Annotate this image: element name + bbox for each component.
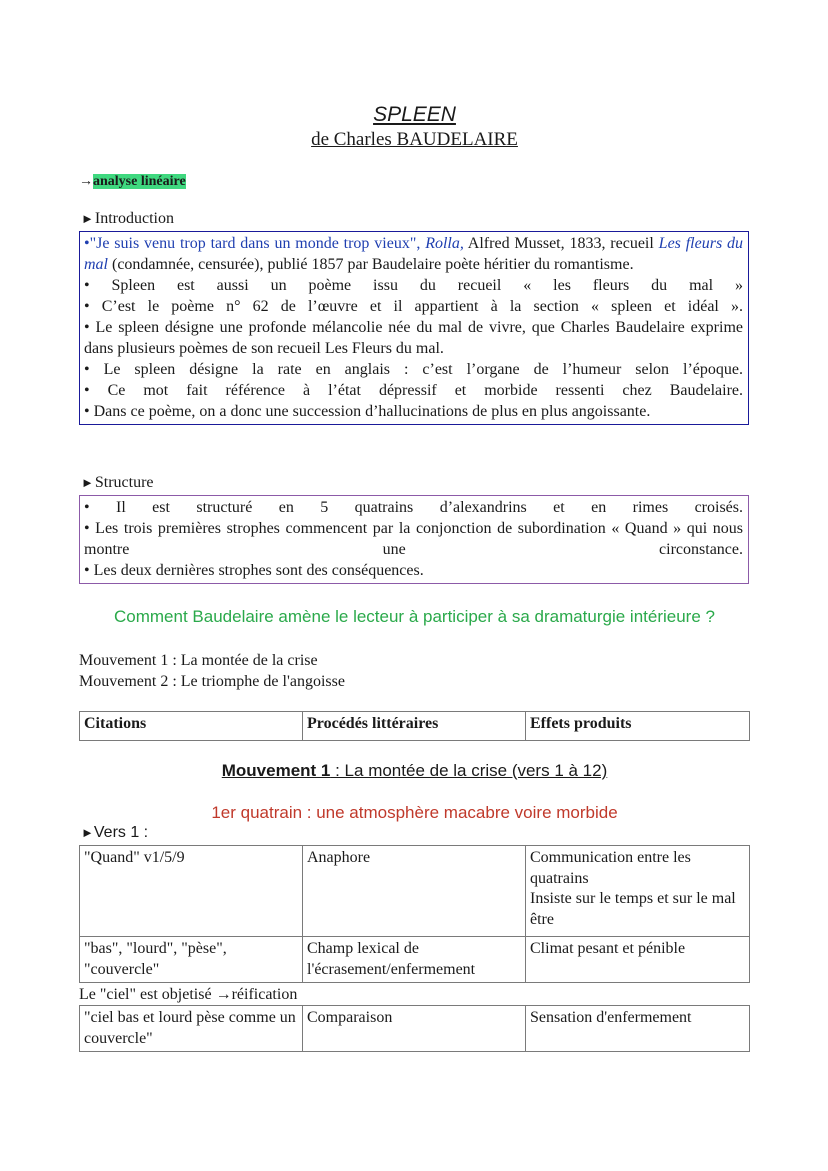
table-cell: Communication entre les quatrains Insiste sur le temps et sur le mal être [526, 846, 750, 937]
intro-line: • Dans ce poème, on a donc une succession d’hallucinations de plus en plus angoissante. [84, 403, 651, 420]
mouvement-item: Mouvement 2 : Le triomphe de l'angoisse [79, 673, 345, 690]
analysis-table-2 [79, 1005, 750, 1052]
header-effets: Effets produits [526, 712, 750, 741]
table-row [80, 712, 750, 741]
document-title: SPLEEN [373, 103, 456, 126]
mouvement-1-heading: Mouvement 1 : La montée de la crise (vers 1 à 12) [221, 761, 608, 780]
header-procedes: Procédés littéraires [303, 712, 526, 741]
intro-quote: •"Je suis venu trop tard dans un monde trop vieux", Rolla, Alfred Musset, 1833, recueil Les fleurs du mal (condamnée, censurée), publié 1857 par Baudelaire poète héritier du romantisme. [84, 235, 744, 273]
table-header [79, 711, 750, 741]
analyse-highlight: analyse linéaire [93, 174, 186, 189]
title-block [79, 102, 750, 152]
table-cell: Comparaison [303, 1006, 526, 1052]
structure-heading-text: Structure [94, 474, 154, 491]
table-cell: Sensation d'enfermement [526, 1006, 750, 1052]
intro-line: • Le spleen désigne une profonde mélancolie née du mal de vivre, que Charles Baudelaire exprime dans plusieurs poèmes de son recueil Les Fleurs du mal. [84, 319, 743, 357]
table-cell: Champ lexical de l'écrasement/enfermement [303, 937, 526, 983]
intro-heading [81, 210, 174, 228]
intro-heading-text: Introduction [94, 210, 174, 227]
table-row [80, 937, 750, 983]
table-cell: Climat pesant et pénible [526, 937, 750, 983]
triangle-bullet-icon: ► [81, 825, 94, 840]
table-cell: "ciel bas et lourd pèse comme un couvercle" [80, 1006, 303, 1052]
structure-box [79, 495, 749, 584]
analyse-label [79, 174, 186, 190]
structure-line: • Les trois premières strophes commencent par la conjonction de subordination « Quand » qui nous montre une circonstance. [84, 520, 743, 558]
document-subtitle: de Charles BAUDELAIRE [311, 129, 518, 150]
arrow-icon: → [79, 174, 93, 189]
vers-heading: ►Vers 1 : [81, 824, 149, 841]
structure-line: • Il est structuré en 5 quatrains d’alexandrins et en rimes croisés. [84, 499, 743, 516]
intro-line: • Spleen est aussi un poème issu du recueil « les fleurs du mal » [84, 277, 743, 294]
table-cell: Anaphore [303, 846, 526, 937]
triangle-bullet-icon: ► [81, 475, 94, 490]
mouvements-list [79, 650, 345, 692]
quatrain-heading: 1er quatrain : une atmosphère macabre voire morbide [211, 803, 618, 822]
problematique: Comment Baudelaire amène le lecteur à participer à sa dramaturgie intérieure ? [114, 607, 715, 626]
mouvement-item: Mouvement 1 : La montée de la crise [79, 652, 318, 669]
intro-box [79, 231, 749, 425]
table-row [80, 846, 750, 937]
intro-line: • Le spleen désigne la rate en anglais : c’est l’organe de l’humeur selon l’époque. [84, 361, 743, 378]
intro-line: • Ce mot fait référence à l’état dépressif et morbide ressenti chez Baudelaire. [84, 382, 743, 399]
reification-note: Le "ciel" est objetisé →réification [79, 986, 298, 1003]
table-row [80, 1006, 750, 1052]
triangle-bullet-icon: ► [81, 211, 94, 226]
table-cell: "Quand" v1/5/9 [80, 846, 303, 937]
intro-line: • C’est le poème n° 62 de l’œuvre et il appartient à la section « spleen et idéal ». [84, 298, 743, 315]
table-cell: "bas", "lourd", "pèse", "couvercle" [80, 937, 303, 983]
analysis-table-1 [79, 845, 750, 983]
structure-heading [81, 474, 154, 492]
structure-line: • Les deux dernières strophes sont des conséquences. [84, 562, 424, 579]
header-citations: Citations [80, 712, 303, 741]
